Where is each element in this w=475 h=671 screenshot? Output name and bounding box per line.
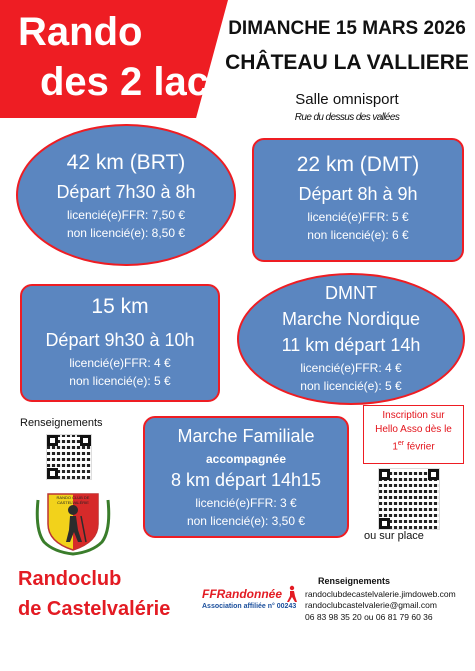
contact-website[interactable]: randoclubdecastelvalerie.jimdoweb.com [305,589,456,599]
ffr-brand: FFRandonnée [202,587,282,601]
qr-finder [379,518,390,529]
qr-code-left[interactable] [46,434,92,480]
contact-phones: 06 83 98 35 20 ou 06 81 79 60 36 [305,612,433,622]
qr-code-right[interactable] [378,468,440,530]
route-price-non: non licencié(e): 6 € [307,228,409,242]
route-title: 42 km (BRT) [66,151,186,174]
route-depart: 8 km départ 14h15 [170,470,322,490]
route-price-non: non licencié(e): 3,50 € [186,514,306,528]
event-venue: Salle omnisport [295,91,399,108]
contact-title: Renseignements [318,576,391,586]
qr-finder [80,435,91,446]
route-depart: Départ 8h à 9h [298,184,418,204]
route-price-ffr: licencié(e)FFR: 3 € [195,496,297,510]
sur-place-label: ou sur place [364,530,424,542]
route-subtitle: accompagnée [205,452,287,466]
event-town: CHÂTEAU LA VALLIERE [225,51,469,74]
route-subtitle: Marche Nordique [281,309,421,329]
qr-finder [379,469,390,480]
inscription-line-1: Inscription sur [382,410,445,421]
route-dmnt [237,273,465,405]
route-title: 15 km [91,295,149,318]
route-title: 22 km (DMT) [296,153,420,176]
route-title: Marche Familiale [177,426,315,446]
route-42km [16,124,236,266]
event-street: Rue du dessus des vallées [294,112,400,123]
event-date: DIMANCHE 15 MARS 2026 [228,18,466,39]
banner-line-1: Rando [18,10,143,54]
route-depart: 11 km départ 14h [281,335,421,355]
club-name-line-1: Randoclub [18,568,122,590]
club-logo [32,490,114,556]
route-price-non: non licencié(e): 8,50 € [66,226,186,240]
route-title: DMNT [325,283,377,303]
route-price-ffr: licencié(e)FFR: 5 € [307,210,409,224]
route-price-ffr: licencié(e)FFR: 4 € [300,361,402,375]
hiker-icon [285,585,299,603]
qr-finder [47,435,58,446]
route-price-ffr: licencié(e)FFR: 7,50 € [66,208,186,222]
inscription-line-3: 1er février [392,440,435,453]
contact-email[interactable]: randoclubcastelvalerie@gmail.com [305,600,437,610]
ffr-affiliation: Association affiliée n° 00243 [202,603,297,610]
route-price-ffr: licencié(e)FFR: 4 € [69,356,171,370]
qr-finder [428,469,439,480]
banner-line-2: des 2 lacs [40,60,232,104]
renseignements-label: Renseignements [20,417,103,429]
qr-finder [47,468,58,479]
route-familiale [143,416,349,538]
club-name-line-2: de Castelvalérie [18,598,171,620]
route-15km [20,284,220,402]
route-price-non: non licencié(e): 5 € [69,374,171,388]
ffrandonnee-logo [202,585,299,610]
route-depart: Départ 7h30 à 8h [56,182,196,202]
route-22km [252,138,464,262]
inscription-line-2: Hello Asso dès le [375,424,452,435]
club-logo-text: RANDO CLUB DE CASTELVALÉRIE [56,495,90,505]
inscription-box [363,405,464,464]
route-depart: Départ 9h30 à 10h [45,330,195,350]
route-price-non: non licencié(e): 5 € [300,379,402,393]
